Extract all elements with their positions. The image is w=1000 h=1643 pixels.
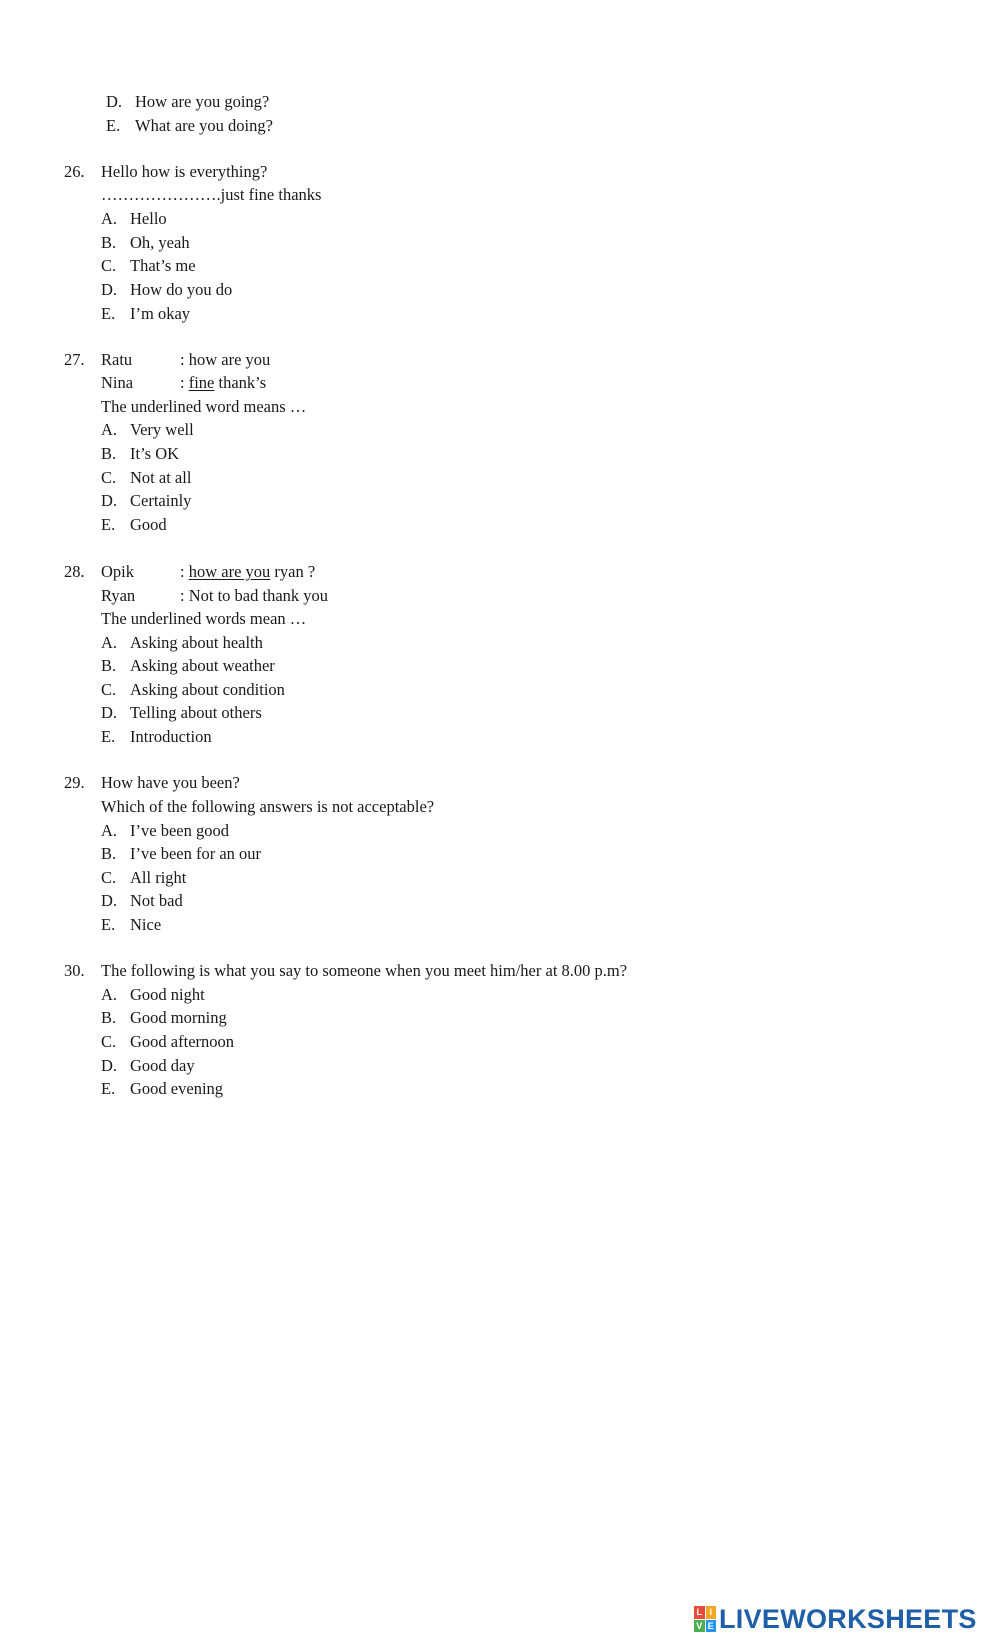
question-prompt: The underlined words mean … [101, 609, 307, 628]
option-text: It’s OK [130, 444, 180, 463]
option-letter: E. [101, 1079, 116, 1098]
dialogue-line: : fine thank’s [180, 373, 267, 392]
option-letter: B. [101, 233, 117, 252]
speaker-name: Opik [101, 562, 134, 581]
option-text: Asking about weather [130, 656, 275, 675]
liveworksheets-logo[interactable] [694, 1603, 977, 1635]
speaker-name: Ryan [101, 586, 136, 605]
option-text: All right [130, 868, 187, 887]
option-text: Asking about condition [130, 680, 285, 699]
question-prompt: Which of the following answers is not acceptable? [101, 797, 435, 816]
option-text: What are you doing? [135, 116, 273, 135]
option-text: Good afternoon [130, 1032, 235, 1051]
option-text: I’m okay [130, 304, 191, 323]
option-text: How do you do [130, 280, 233, 299]
option-letter: A. [101, 821, 118, 840]
option-letter: B. [101, 444, 117, 463]
underlined-words: how are you [188, 562, 271, 581]
option-letter: E. [101, 727, 116, 746]
option-letter: E. [101, 304, 116, 323]
option-text: Asking about health [130, 633, 263, 652]
option-text: Not at all [130, 468, 192, 487]
question-number: 26. [64, 162, 85, 181]
option-text: Good [130, 515, 167, 534]
option-text: Good morning [130, 1008, 227, 1027]
option-letter: C. [101, 256, 117, 275]
option-text: How are you going? [135, 92, 270, 111]
logo-mark-icon: L I V E [694, 1606, 716, 1632]
question-number: 29. [64, 773, 85, 792]
option-letter: B. [101, 1008, 117, 1027]
option-letter: B. [101, 656, 117, 675]
option-letter: A. [101, 633, 118, 652]
option-letter: A. [101, 985, 118, 1004]
option-letter: A. [101, 209, 118, 228]
option-letter: C. [101, 1032, 117, 1051]
option-text: I’ve been for an our [130, 844, 262, 863]
option-text: Good day [130, 1056, 195, 1075]
option-text: I’ve been good [130, 821, 229, 840]
dialogue-line: : how are you [180, 350, 271, 369]
option-letter: E. [106, 116, 121, 135]
option-letter: B. [101, 844, 117, 863]
underlined-word: fine [188, 373, 215, 392]
option-letter: D. [106, 92, 123, 111]
option-text: Certainly [130, 491, 192, 510]
question-number: 28. [64, 562, 85, 581]
dialogue-line: : how are you ryan ? [180, 562, 316, 581]
option-text: Telling about others [130, 703, 262, 722]
option-text: Hello [130, 209, 167, 228]
blank-line: ………………….just fine thanks [101, 185, 322, 204]
option-letter: E. [101, 915, 116, 934]
speaker-name: Ratu [101, 350, 133, 369]
question-number: 27. [64, 350, 85, 369]
question-text: The following is what you say to someone when you meet him/her at 8.00 p.m? [101, 961, 628, 980]
option-letter: D. [101, 703, 118, 722]
question-prompt: The underlined word means … [101, 397, 307, 416]
option-letter: D. [101, 280, 118, 299]
option-text: Nice [130, 915, 162, 934]
question-text: Hello how is everything? [101, 162, 268, 181]
option-text: Introduction [130, 727, 212, 746]
option-letter: D. [101, 891, 118, 910]
question-text: How have you been? [101, 773, 240, 792]
option-letter: D. [101, 1056, 118, 1075]
option-text: Good night [130, 985, 205, 1004]
option-text: Very well [130, 420, 194, 439]
logo-text: LIVEWORKSHEETS [719, 1603, 977, 1634]
question-number: 30. [64, 961, 85, 980]
option-text: Oh, yeah [130, 233, 190, 252]
speaker-name: Nina [101, 373, 134, 392]
option-text: Good evening [130, 1079, 224, 1098]
option-letter: C. [101, 468, 117, 487]
dialogue-line: : Not to bad thank you [180, 586, 329, 605]
option-letter: A. [101, 420, 118, 439]
option-letter: E. [101, 515, 116, 534]
option-letter: C. [101, 680, 117, 699]
option-text: Not bad [130, 891, 183, 910]
option-letter: D. [101, 491, 118, 510]
option-text: That’s me [130, 256, 196, 275]
option-letter: C. [101, 868, 117, 887]
